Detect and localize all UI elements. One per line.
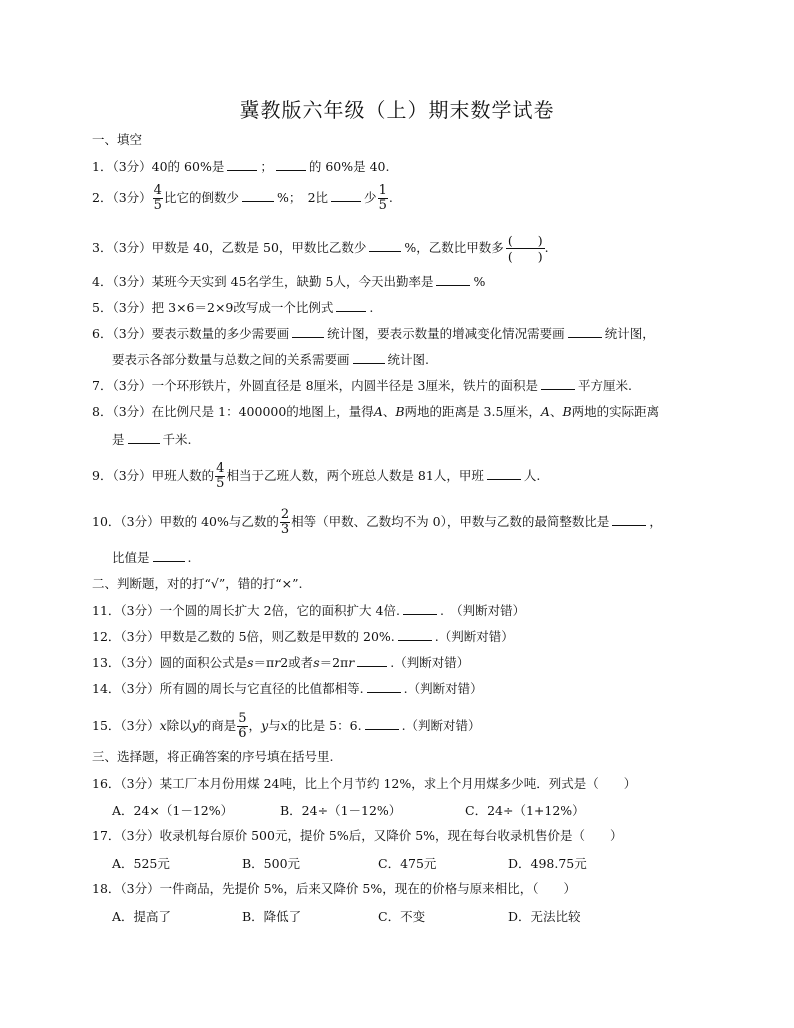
answer-blank[interactable] xyxy=(367,679,401,693)
question-12 xyxy=(92,627,514,646)
answer-blank[interactable] xyxy=(128,430,160,444)
question-text: 3．（3分）甲数是 40，乙数是 50，甲数比乙数少 xyxy=(92,240,367,255)
question-8-line-2 xyxy=(112,430,192,449)
question-6-line-2 xyxy=(112,350,429,369)
variable: y xyxy=(191,718,199,733)
question-text: ＝2π xyxy=(319,655,349,670)
fraction-numerator: 4 xyxy=(216,461,225,476)
fraction-numerator: 4 xyxy=(153,183,162,198)
question-text: 10．（3分）甲数的 40%与乙数的 xyxy=(92,514,279,529)
question-text: . xyxy=(187,550,192,565)
question-7 xyxy=(92,376,632,395)
question-text: 、 xyxy=(549,404,563,419)
question-text: 9．（3分）甲班人数的 xyxy=(92,468,215,483)
answer-blank[interactable] xyxy=(369,238,401,252)
question-text: 2．（3分） xyxy=(92,190,152,205)
option-b[interactable]: B．500元 xyxy=(242,856,301,871)
question-text: 12．（3分）甲数是乙数的 5倍，则乙数是甲数的 20%. xyxy=(92,629,395,644)
question-text: .（判断对错） xyxy=(434,629,514,644)
question-14 xyxy=(92,679,483,698)
fraction xyxy=(378,184,388,213)
fraction-denominator: 5 xyxy=(153,198,162,213)
variable: r xyxy=(348,655,355,670)
paren-fraction-blank[interactable] xyxy=(506,233,545,264)
answer-blank[interactable] xyxy=(568,324,602,338)
fraction xyxy=(280,508,290,537)
section-heading-true-false: 二、判断题，对的打“√”，错的打“×”. xyxy=(92,576,303,591)
variable: s xyxy=(247,655,254,670)
question-9 xyxy=(92,462,540,491)
variable: x xyxy=(280,718,288,733)
question-text: 13．（3分）圆的面积公式是 xyxy=(92,655,248,670)
question-text: 11．（3分）一个圆的周长扩大 2倍，它的面积扩大 4倍. xyxy=(92,603,400,618)
question-text: 与 xyxy=(268,718,281,733)
question-text: .（判断对错） xyxy=(401,718,481,733)
option-a[interactable]: A．24×（1－12%） xyxy=(112,803,234,818)
question-text: 两地的实际距离 xyxy=(571,404,660,419)
question-text: %； 2比 xyxy=(276,190,329,205)
question-text: 相等（甲数、乙数均不为 0），甲数与乙数的最简整数比是 xyxy=(291,514,610,529)
question-text: 少 xyxy=(364,190,377,205)
question-text: 是 xyxy=(112,432,125,447)
question-text: 1．（3分）40的 60%是 xyxy=(92,159,225,174)
question-17: 17．（3分）收录机每台原价 500元，提价 5%后，又降价 5%，现在每台收录机售价是（ ） xyxy=(92,828,623,843)
question-text: 的商是 xyxy=(198,718,237,733)
question-16: 16．（3分）某工厂本月份用煤 24吨，比上个月节约 12%，求上个月用煤多少吨．列式是（ ） xyxy=(92,776,637,791)
question-text: 、 xyxy=(382,404,396,419)
question-text: .（判断对错） xyxy=(403,681,483,696)
variable: s xyxy=(313,655,320,670)
answer-blank[interactable] xyxy=(336,298,366,312)
question-8 xyxy=(92,403,659,421)
question-text: 统计图，要表示数量的增减变化情况需要画 xyxy=(327,326,565,341)
question-text: . xyxy=(369,300,374,315)
section-heading-fill-in: 一、填空 xyxy=(92,132,143,147)
question-text: 2或者 xyxy=(280,655,314,670)
option-b[interactable]: B．24÷（1－12%） xyxy=(280,803,402,818)
question-text: ， xyxy=(248,718,262,733)
question-text: ＝π xyxy=(253,655,275,670)
variable: y xyxy=(261,718,269,733)
answer-blank[interactable] xyxy=(331,188,361,202)
answer-blank[interactable] xyxy=(612,512,646,526)
question-18: 18．（3分）一件商品，先提价 5%，后来又降价 5%，现在的价格与原来相比，（ ） xyxy=(92,881,576,896)
answer-blank[interactable] xyxy=(242,188,274,202)
variable: x xyxy=(159,718,167,733)
fraction-numerator: ( ) xyxy=(507,233,543,248)
fraction-denominator: 3 xyxy=(280,522,290,537)
option-b[interactable]: B．降低了 xyxy=(242,909,302,924)
question-15 xyxy=(92,712,481,741)
fraction xyxy=(153,184,163,213)
variable: r xyxy=(274,655,281,670)
question-3 xyxy=(92,233,549,264)
question-text: . xyxy=(544,240,549,255)
question-text: 15．（3分） xyxy=(92,718,160,733)
point-label: B xyxy=(395,404,405,419)
question-text: 的 60%是 40. xyxy=(308,159,390,174)
answer-blank[interactable] xyxy=(292,324,324,338)
answer-blank[interactable] xyxy=(365,716,399,730)
question-2 xyxy=(92,184,393,213)
question-text: 人. xyxy=(523,468,541,483)
question-text: 除以 xyxy=(166,718,192,733)
answer-blank[interactable] xyxy=(276,157,306,171)
answer-blank[interactable] xyxy=(541,376,575,390)
question-13 xyxy=(92,653,469,672)
fraction-denominator: 5 xyxy=(378,198,387,213)
question-text: 平方厘米. xyxy=(578,378,632,393)
fraction-denominator: 5 xyxy=(216,476,225,491)
question-text: 8．（3分）在比例尺是 1：400000的地图上，量得 xyxy=(92,404,374,419)
question-text: 14．（3分）所有圆的周长与它直径的比值都相等. xyxy=(92,681,364,696)
question-text: 比值是 xyxy=(112,550,150,565)
question-text: 的比是 5：6. xyxy=(287,718,362,733)
option-a[interactable]: A．525元 xyxy=(112,856,170,871)
question-text: ； xyxy=(260,159,273,174)
section-heading-multiple-choice: 三、选择题，将正确答案的序号填在括号里. xyxy=(92,749,334,764)
option-a[interactable]: A．提高了 xyxy=(112,909,172,924)
answer-blank[interactable] xyxy=(153,548,185,562)
answer-blank[interactable] xyxy=(357,653,387,667)
fraction xyxy=(215,462,225,491)
option-d[interactable]: D．498.75元 xyxy=(508,856,587,871)
option-c[interactable]: C．不变 xyxy=(378,909,426,924)
question-text: 比它的倒数少 xyxy=(163,190,239,205)
question-text: 5．（3分）把 3×6＝2×9改写成一个比例式 xyxy=(92,300,334,315)
question-text: 要表示各部分数量与总数之间的关系需要画 xyxy=(112,352,350,367)
answer-blank[interactable] xyxy=(227,157,257,171)
question-text: 两地的距离是 3.5厘米， xyxy=(404,404,541,419)
fraction-numerator: 1 xyxy=(378,183,387,198)
option-c[interactable]: C．24÷（1+12%） xyxy=(465,803,585,818)
answer-blank[interactable] xyxy=(353,350,385,364)
fraction-denominator: ( ) xyxy=(507,249,543,264)
option-d[interactable]: D．无法比较 xyxy=(508,909,581,924)
answer-blank[interactable] xyxy=(398,627,432,641)
question-text: ， xyxy=(649,514,662,529)
fraction xyxy=(237,712,247,741)
question-text: 7．（3分）一个环形铁片，外圆直径是 8厘米，内圆半径是 3厘米，铁片的面积是 xyxy=(92,378,539,393)
fraction-numerator: 5 xyxy=(238,711,247,726)
fraction-denominator: 6 xyxy=(238,726,247,741)
point-label: A xyxy=(373,404,383,419)
question-text: 4．（3分）某班今天实到 45名学生，缺勤 5人，今天出勤率是 xyxy=(92,274,434,289)
question-text: 统计图. xyxy=(387,352,429,367)
question-text: . xyxy=(388,190,393,205)
point-label: B xyxy=(562,404,572,419)
question-text: %，乙数比甲数多 xyxy=(404,240,504,255)
fraction-numerator: 2 xyxy=(280,507,290,522)
question-text: 相当于乙班人数，两个班总人数是 81人，甲班 xyxy=(226,468,484,483)
point-label: A xyxy=(540,404,550,419)
option-c[interactable]: C．475元 xyxy=(378,856,437,871)
page-title: 冀教版六年级（上）期末数学试卷 xyxy=(239,98,555,122)
question-10-line-2 xyxy=(112,548,192,567)
question-5 xyxy=(92,298,373,317)
question-11 xyxy=(92,601,525,620)
question-6 xyxy=(92,324,655,343)
question-4 xyxy=(92,272,485,291)
question-text: 统计图， xyxy=(604,326,655,341)
question-text: 6．（3分）要表示数量的多少需要画 xyxy=(92,326,290,341)
question-1 xyxy=(92,157,389,176)
answer-blank[interactable] xyxy=(403,601,437,615)
question-10 xyxy=(92,508,662,537)
question-text: % xyxy=(473,274,486,289)
question-text: .（判断对错） xyxy=(390,655,470,670)
answer-blank[interactable] xyxy=(487,466,521,480)
question-text: 千米. xyxy=(162,432,192,447)
answer-blank[interactable] xyxy=(436,272,470,286)
question-text: . （判断对错） xyxy=(439,603,526,618)
